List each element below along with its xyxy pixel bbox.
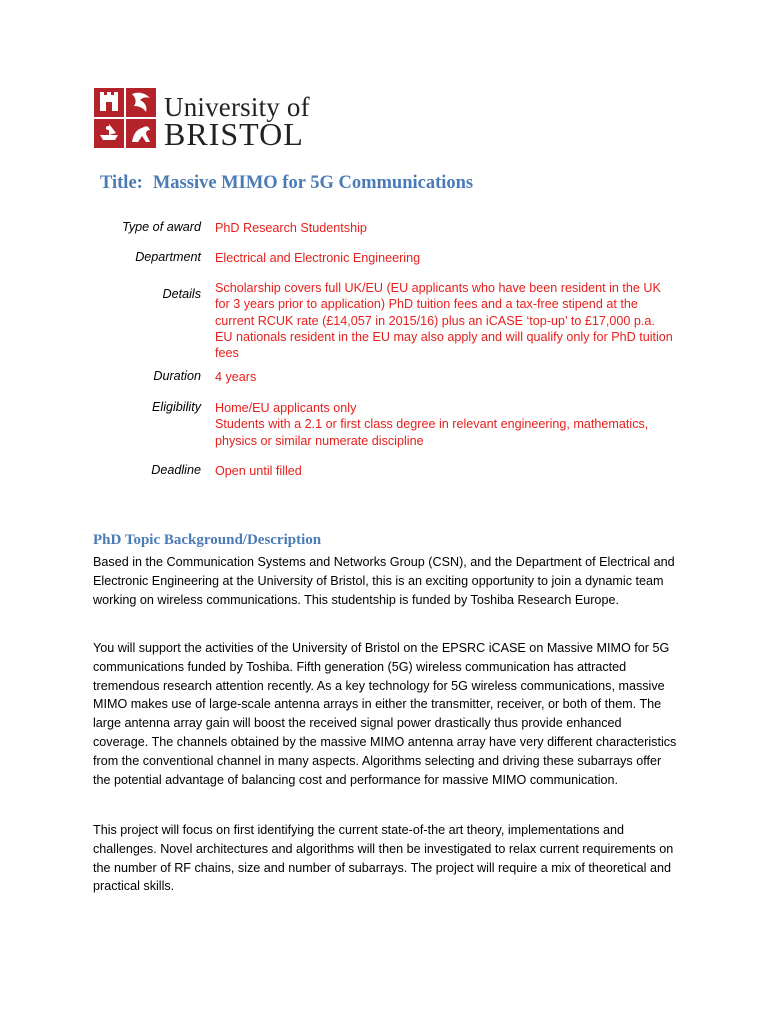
eligibility-line-1: Home/EU applicants only: [215, 401, 357, 415]
page-title: [100, 173, 473, 194]
detail-value: [215, 400, 675, 449]
detail-key: Details: [162, 287, 201, 301]
detail-key: Department: [135, 250, 201, 264]
detail-value: PhD Research Studentship: [215, 221, 367, 235]
logo-text-university-of: University of: [164, 92, 310, 122]
title-label: Title:: [100, 173, 143, 193]
section-heading: PhD Topic Background/Description: [93, 532, 322, 548]
detail-value: Open until filled: [215, 464, 302, 478]
detail-key: Eligibility: [152, 400, 201, 414]
detail-value: 4 years: [215, 370, 257, 384]
eligibility-line-2: Students with a 2.1 or first class degree in relevant engineering, mathematics, physics or similar numerate discipline: [215, 417, 649, 448]
title-text: Massive MIMO for 5G Communications: [152, 173, 474, 193]
detail-value: Electrical and Electronic Engineering: [215, 251, 421, 265]
paragraph-background: Based in the Communication Systems and Networks Group (CSN), and the Department of Electrical and Electronic Engineering at the University of Bristol, this is an exciting opportunity to join a dynamic team working on wireless communications. This studentship is funded by Toshiba Research Europe.: [93, 555, 675, 607]
university-crest-icon: [92, 86, 158, 150]
detail-value: Scholarship covers full UK/EU (EU applicants who have been resident in the UK for 3 years prior to application) PhD tuition fees and a tax-free stipend at the current RCUK rate (£14,057 in 2015/16) plus an iCASE ‘top-up’ to £17,000 p.a. EU nationals resident in the EU may also apply and will qualify only for PhD tuition fees: [215, 281, 673, 361]
paragraph-project-focus: This project will focus on first identifying the current state-of-the art theory, implementations and challenges. Novel architectures and algorithms will then be investigated to relax current requirements on the number of RF chains, size and number of subarrays. The project will require a mix of theoretical and practical skills.: [93, 823, 674, 894]
university-logo: [92, 86, 322, 150]
detail-key: Duration: [153, 369, 201, 383]
detail-key: Type of award: [122, 220, 201, 234]
detail-key: Deadline: [151, 463, 201, 477]
logo-text-bristol: BRISTOL: [164, 116, 304, 152]
paragraph-activities: You will support the activities of the University of Bristol on the EPSRC iCASE on Massive MIMO for 5G communications funded by Toshiba. Fifth generation (5G) wireless communication has attracted tremendous research attention recently. As a key technology for 5G wireless communications, massive MIMO makes use of large-scale antenna arrays in either the transmitter, receiver, or both of them. The large antenna array gain will boost the received signal power drastically thus provide enhanced coverage. The channels obtained by the massive MIMO antenna array have very different characteristics from the conventional channel in many aspects. Algorithms selecting and driving these subarrays offer the potential advantage of balancing cost and performance for massive MIMO communication.: [93, 641, 677, 787]
